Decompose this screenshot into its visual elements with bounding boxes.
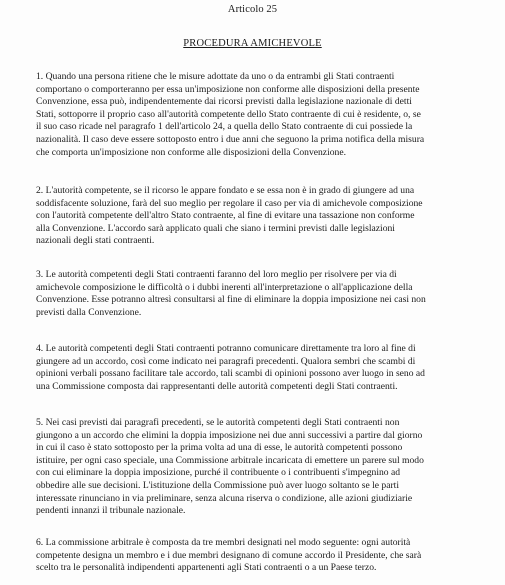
paragraph-line: 5. Nei casi previsti dai paragrafi precedenti, se le autorità competenti degli Stati contraenti non [36,417,400,428]
paragraph-3 [36,269,494,319]
paragraph-1 [36,71,494,159]
paragraph-line: con cui eliminare la doppia imposizione, purché il contribuente o i contribuenti s'impegnino ad [36,467,401,479]
paragraph-line: soddisfacente soluzione, farà del suo meglio per regolare il caso per via di amichevole composizione [36,197,423,209]
paragraph-line: in cui il caso è stato sottoposto per la prima volta ad una di esse, le autorità competenti possono [36,442,403,454]
page-title: PROCEDURA AMICHEVOLE [183,38,322,49]
paragraph-line: 3. Le autorità competenti degli Stati contraenti faranno del loro meglio per risolvere per via di [36,269,397,280]
paragraph-line: amichevole composizione le difficoltà o i dubbi inerenti all'interpretazione o all'applicazione della [36,281,413,293]
paragraph-line: competente designa un membro e i due membri designano di comune accordo il Presidente, che sarà [36,549,422,561]
paragraph-5 [36,417,494,518]
paragraph-line: istituire, per ogni caso speciale, una Commissione arbitrale incaricata di emettere un parere sul modo [36,454,424,466]
paragraph-2 [36,185,494,248]
paragraph-line: comportano o comporteranno per essa un'imposizione non conforme alle disposizioni della presente [36,83,420,95]
paragraph-line: una Commissione composta dai rappresentanti delle autorità competenti degli Stati contraenti. [36,380,398,392]
paragraph-line: opinioni verbali possano facilitare tale accordo, tali scambi di opinioni possono aver luogo in seno ad [36,368,425,380]
paragraph-line: obbedire alle sue decisioni. L'istituzione della Commissione può aver luogo soltanto se le parti [36,479,400,491]
paragraph-line: che comporta un'imposizione non conforme alle disposizioni della Convenzione. [36,146,346,158]
paragraph-line: con l'autorità competente dell'altro Stato contraente, al fine di evitare una tassazione non conforme [36,210,415,222]
paragraph-line: giungere ad un accordo, così come indicato nei paragrafi precedenti. Qualora sembri che scambi di [36,355,416,367]
article-number: Articolo 25 [227,4,278,15]
paragraph-line: nazionalità. Il caso deve essere sottoposto entro i due anni che seguono la prima notifica della misura [36,133,425,145]
paragraph-line: Stati, sottoporre il proprio caso all'autorità competente dello Stato contraente di cui è residente, o, se [36,108,421,120]
paragraph-line: Convenzione. Esse potranno altresì consultarsi al fine di eliminare la doppia imposizione nei casi non [36,294,426,306]
paragraph-line: nazionali degli stati contraenti. [36,235,155,247]
paragraph-line: 4. Le autorità competenti degli Stati contraenti potranno comunicare direttamente tra loro al fine di [36,343,416,354]
paragraph-line: 1. Quando una persona ritiene che le misure adottate da uno o da entrambi gli Stati contraenti [36,71,395,82]
paragraph-line: scelto tra le personalità indipendenti appartenenti agli Stati contraenti o a un Paese terzo. [36,562,377,574]
paragraph-line: il suo caso ricade nel paragrafo 1 dell'articolo 24, a quella dello Stato contraente di cui possiede la [36,121,413,133]
paragraph-line: alla Convenzione. L'accordo sarà applicato quali che siano i termini previsti dalle legislazioni [36,222,395,234]
paragraph-line: 2. L'autorità competente, se il ricorso le appare fondato e se essa non è in grado di giungere ad una [36,185,415,196]
paragraph-line: giungono a un accordo che elimini la doppia imposizione nei due anni successivi a partire dal giorno [36,429,423,441]
paragraph-line: Convenzione, essa può, indipendentemente dai ricorsi previsti dalla legislazione nazionale di detti [36,96,412,108]
paragraph-line: previsti dalla Convenzione. [36,306,142,318]
paragraph-line: pendenti innanzi il tribunale nazionale. [36,505,186,517]
paragraph-line: interessate rinunciano in via preliminare, senza alcuna riserva o condizione, alle azioni giudiziarie [36,492,413,504]
paragraph-line: 6. La commissione arbitrale è composta da tre membri designati nel modo seguente: ogni autorità [36,537,411,548]
paragraph-6 [36,537,494,575]
paragraph-4 [36,343,494,393]
